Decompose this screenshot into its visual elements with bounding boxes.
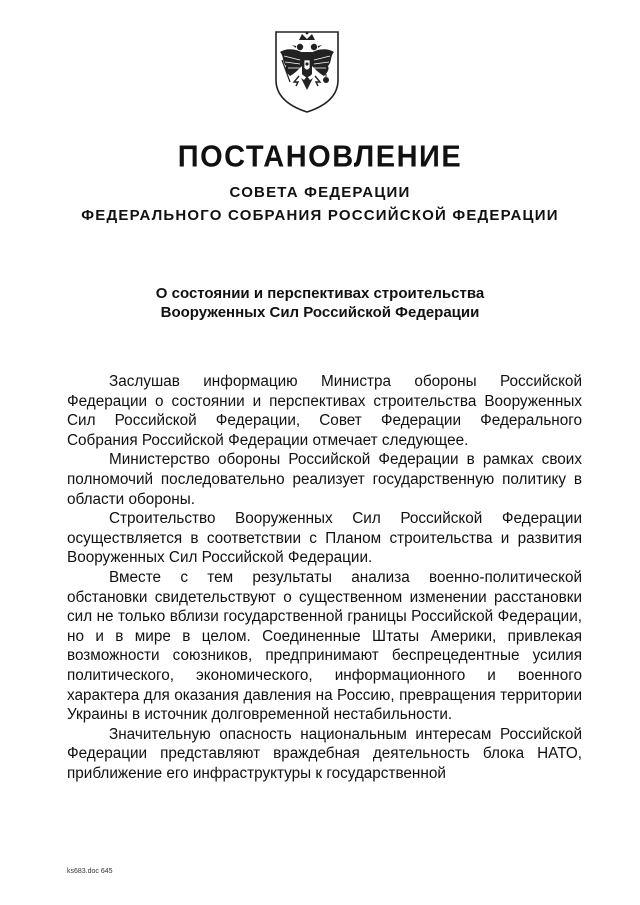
russian-coat-of-arms-icon <box>272 30 342 114</box>
body-paragraph: Вместе с тем результаты анализа военно-политической обстановки свидетельствуют о существенном изменении расстановки сил не только вблизи государственной границы Российской Федерации, но и в мире в целом. Соединенные Штаты Америки, привлекая возможности союзников, предпринимают беспрецедентные усилия политического, экономического, информационного и военного характера для оказания давления на Россию, превращения территории Украины в источник долговременной нестабильности. <box>67 568 582 724</box>
subject-heading <box>0 284 640 322</box>
document-title: ПОСТАНОВЛЕНИЕ <box>177 140 463 174</box>
body-paragraph: Заслушав информацию Министра обороны Российской Федерации о состоянии и перспективах строительства Вооруженных Сил Российской Федерации, Совет Федерации Федерального Собрания Российской Федерации отмечает следующее. <box>67 373 582 449</box>
subject-line-2: Вооруженных Сил Российской Федерации <box>160 304 480 321</box>
document-body <box>67 372 582 783</box>
issuer-line-1: СОВЕТА ФЕДЕРАЦИИ <box>229 184 411 201</box>
issuer-line-2: ФЕДЕРАЛЬНОГО СОБРАНИЯ РОССИЙСКОЙ ФЕДЕРАЦИИ <box>81 207 559 224</box>
subject-line-1: О состоянии и перспективах строительства <box>155 285 485 302</box>
file-reference: ks683.doc 645 <box>67 868 113 875</box>
body-paragraph: Министерство обороны Российской Федерации в рамках своих полномочий последовательно реализует государственную политику в области обороны. <box>67 451 582 508</box>
body-paragraph: Строительство Вооруженных Сил Российской Федерации осуществляется в соответствии с Планом строительства и развития Вооруженных Сил Российской Федерации. <box>67 510 582 567</box>
body-paragraph: Значительную опасность национальным интересам Российской Федерации представляют враждебная деятельность блока НАТО, приближение его инфраструктуры к государственной <box>67 725 582 782</box>
